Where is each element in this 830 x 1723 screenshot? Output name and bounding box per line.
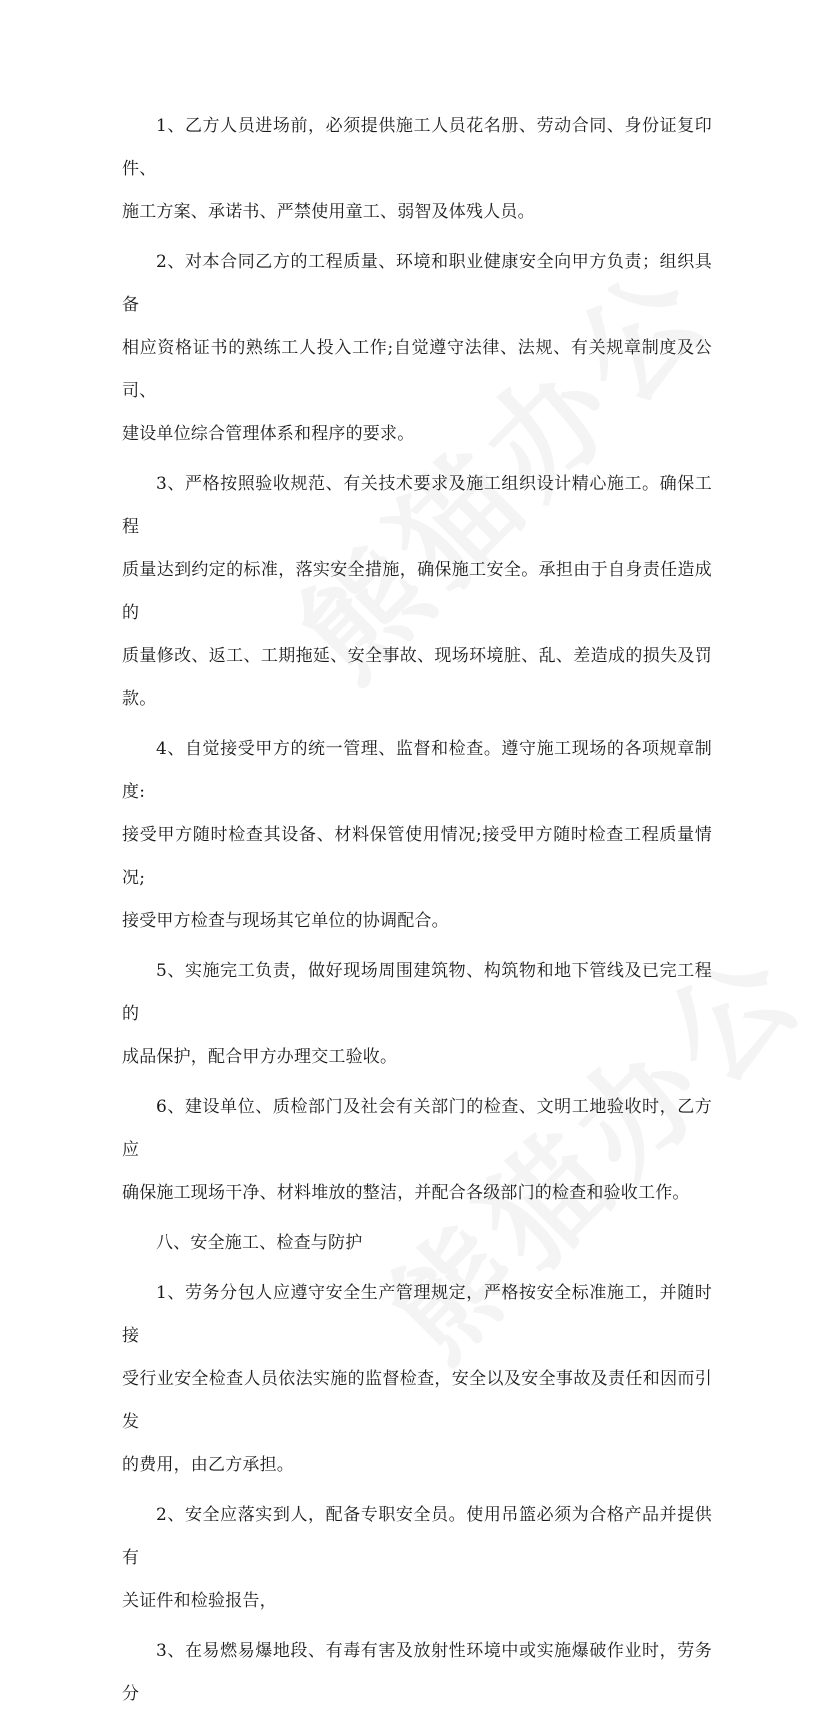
paragraph: 3、严格按照验收规范、有关技术要求及施工组织设计精心施工。确保工程 质量达到约定的标准，落实安全措施，确保施工安全。承担由于自身责任造成的 质量修改、返工、工期拖延、安全事故、现场环境脏、乱、差造成的损失及罚款。	[122, 474, 712, 709]
paragraph: 1、乙方人员进场前，必须提供施工人员花名册、劳动合同、身份证复印件、 施工方案、承诺书、严禁使用童工、弱智及体残人员。	[122, 116, 712, 222]
paragraph: 5、实施完工负责，做好现场周围建筑物、构筑物和地下管线及已完工程的 成品保护，配合甲方办理交工验收。	[122, 961, 712, 1067]
document-body	[122, 105, 712, 1723]
paragraph: 4、自觉接受甲方的统一管理、监督和检查。遵守施工现场的各项规章制度: 接受甲方随时检查其设备、材料保管使用情况;接受甲方随时检查工程质量情况; 接受甲方检查与现场其它单位的协调配合。	[122, 739, 712, 931]
paragraph: 6、建设单位、质检部门及社会有关部门的检查、文明工地验收时，乙方应 确保施工现场干净、材料堆放的整洁，并配合各级部门的检查和验收工作。	[122, 1097, 712, 1203]
section-heading: 八、安全施工、检查与防护	[156, 1233, 363, 1253]
paragraph: 3、在易燃易爆地段、有毒有害及放射性环境中或实施爆破作业时，劳务分	[122, 1641, 712, 1704]
paragraph: 1、劳务分包人应遵守安全生产管理规定，严格按安全标准施工，并随时接 受行业安全检查人员依法实施的监督检查，安全以及安全事故及责任和因而引发 的费用，由乙方承担。	[122, 1283, 712, 1475]
paragraph: 2、安全应落实到人，配备专职安全员。使用吊篮必须为合格产品并提供有 关证件和检验报告，	[122, 1505, 712, 1611]
paragraph: 2、对本合同乙方的工程质量、环境和职业健康安全向甲方负责；组织具备 相应资格证书的熟练工人投入工作;自觉遵守法律、法规、有关规章制度及公司、 建设单位综合管理体系和程序的要求。	[122, 252, 712, 444]
